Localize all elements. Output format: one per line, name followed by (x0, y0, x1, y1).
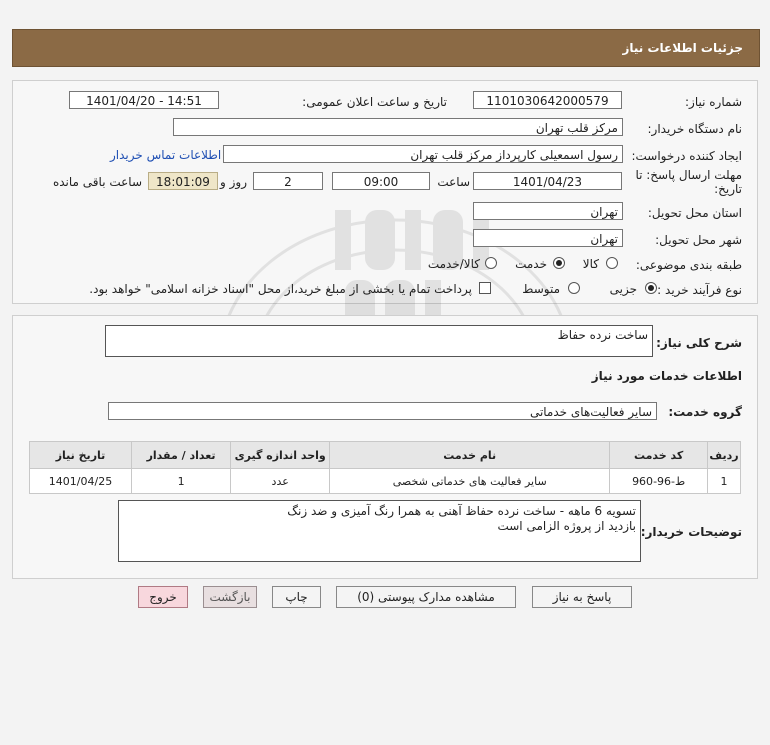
province-label: استان محل تحویل: (647, 206, 742, 220)
purchase-radio-minor[interactable] (645, 282, 657, 294)
need-number-field: 1101030642000579 (473, 91, 622, 109)
requester-label: ایجاد کننده درخواست: (631, 149, 742, 163)
category-radio-goods-service[interactable] (485, 257, 497, 269)
service-group-field: سایر فعالیت‌های خدماتی (108, 402, 657, 420)
days-remaining-field: 2 (253, 172, 323, 190)
col-quantity: تعداد / مقدار (132, 442, 231, 469)
remaining-time-label: ساعت باقی مانده (52, 175, 142, 189)
services-heading: اطلاعات خدمات مورد نیاز (591, 369, 742, 383)
summary-field: ساخت نرده حفاظ (105, 325, 653, 357)
announce-date-field: 1401/04/20 - 14:51 (69, 91, 219, 109)
buyer-org-label: نام دستگاه خریدار: (647, 122, 742, 136)
purchase-type-label: نوع فرآیند خرید : (657, 283, 742, 297)
buyer-notes-line-2: بازدید از پروژه الزامی است (497, 519, 636, 533)
need-number-label: شماره نیاز: (685, 95, 742, 109)
category-option-goods: کالا (582, 257, 599, 271)
deadline-time-field: 09:00 (332, 172, 430, 190)
remaining-time-field: 18:01:09 (148, 172, 218, 190)
treasury-payment-note: پرداخت تمام یا بخشی از مبلغ خرید،از محل "اسناد خزانه اسلامی" خواهد بود. (89, 282, 472, 296)
cell-quantity: 1 (132, 469, 231, 494)
cell-name: سایر فعالیت های خدماتی شخصی (330, 469, 610, 494)
requester-field: رسول اسمعیلی کارپرداز مرکز قلب تهران (223, 145, 623, 163)
table-row (30, 469, 741, 494)
col-name: نام خدمت (330, 442, 610, 469)
print-button[interactable]: چاپ (272, 586, 321, 608)
exit-button[interactable]: خروج (138, 586, 188, 608)
services-table (29, 441, 741, 494)
announce-label: تاریخ و ساعت اعلان عمومی: (302, 95, 447, 109)
summary-label: شرح کلی نیاز: (656, 336, 742, 350)
services-table-header (30, 442, 741, 469)
cell-unit: عدد (231, 469, 330, 494)
purchase-option-medium: متوسط (522, 282, 560, 296)
col-date: تاریخ نیاز (30, 442, 132, 469)
page-header (12, 29, 760, 67)
deadline-label: مهلت ارسال پاسخ: تا (635, 168, 742, 182)
category-radio-service[interactable] (553, 257, 565, 269)
city-field: تهران (473, 229, 623, 247)
col-unit: واحد اندازه گیری (231, 442, 330, 469)
deadline-date-field: 1401/04/23 (473, 172, 622, 190)
days-label: روز و (220, 175, 247, 189)
category-option-goods-service: کالا/خدمت (427, 257, 480, 271)
category-option-service: خدمت (515, 257, 547, 271)
treasury-payment-checkbox[interactable] (479, 282, 491, 294)
back-button[interactable]: بازگشت (203, 586, 257, 608)
deadline-time-label: ساعت (437, 175, 470, 189)
city-label: شهر محل تحویل: (655, 233, 742, 247)
purchase-option-minor: جزیی (609, 282, 637, 296)
reply-button[interactable]: پاسخ به نیاز (532, 586, 632, 608)
cell-date: 1401/04/25 (30, 469, 132, 494)
buyer-notes-field (118, 500, 641, 562)
province-field: تهران (473, 202, 623, 220)
col-code: کد خدمت (610, 442, 708, 469)
deadline-label-date: تاریخ: (714, 182, 742, 196)
view-attachments-button[interactable]: مشاهده مدارک پیوستی (0) (336, 586, 516, 608)
buyer-contact-link[interactable]: اطلاعات تماس خریدار (110, 148, 222, 162)
buyer-notes-line-1: تسویه 6 ماهه - ساخت نرده حفاظ آهنی به همرا رنگ آمیزی و ضد زنگ (287, 504, 636, 518)
col-row: ردیف (708, 442, 741, 469)
page-title: جزئیات اطلاعات نیاز (622, 41, 743, 55)
buyer-org-field: مرکز قلب تهران (173, 118, 623, 136)
service-group-label: گروه خدمت: (668, 405, 742, 419)
cell-row: 1 (708, 469, 741, 494)
cell-code: ط-96-960 (610, 469, 708, 494)
purchase-radio-medium[interactable] (568, 282, 580, 294)
buyer-notes-label: توضیحات خریدار: (640, 525, 742, 539)
category-radio-goods[interactable] (606, 257, 618, 269)
category-label: طبقه بندی موضوعی: (635, 258, 742, 272)
